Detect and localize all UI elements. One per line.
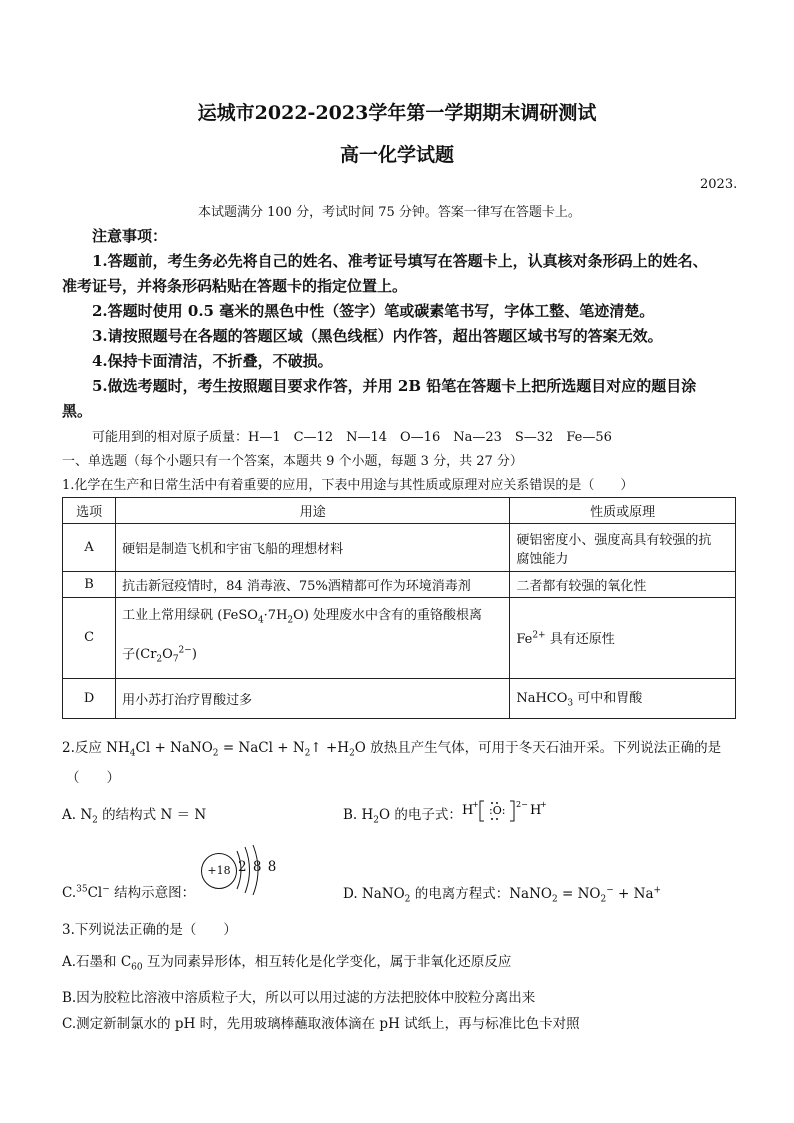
q2-option-b-text-2: O 的电子式： [379,807,462,823]
svg-text::O:: :O: [489,804,506,817]
q3-option-c: C.测定新制氯水的 pH 时，先用玻璃棒蘸取液体滴在 pH 试纸上，再与标准比色卡对照 [62,1016,580,1032]
row-b-option: B [63,572,116,598]
svg-text:H: H [462,803,474,818]
exam-title: 运城市2022-2023学年第一学期期末调研测试 [197,102,597,124]
row-c-use-text-3: O) 处理废水中含有的重铬酸根离 [293,608,483,623]
q2-stem-text-5: O 放热且产生气体，可用于冬天石油开采。下列说法正确的是 [354,740,722,756]
q2-option-a-text-1: A. N [62,807,93,823]
q2-stem-text-1: 2.反应 NH [62,740,130,756]
q2-option-d: D. NaNO$_2$ 的电离方程式：NaNO$_2$ = $NO_2^- + Na^+$ [343,885,662,905]
q2-option-c-text-1: C. [62,885,77,901]
q2-option-c-text-2: 结构示意图： [109,885,196,901]
table-header-use: 用途 [116,498,510,524]
q3-option-a-text-2: 互为同素异形体，相互转化是化学变化，属于非氧化还原反应 [142,954,512,970]
table-row-a [63,524,736,572]
row-b-property: 二者都有较强的氧化性 [510,572,736,598]
row-d-property-formula: NaHCO [516,691,568,707]
q3-option-a-subscript: 60 [131,962,143,973]
q2-stem-text-3: = NaCl + N [218,740,305,756]
question-1-table [62,497,736,719]
q2-option-d-eq-3: + Na [613,886,654,902]
row-b-use: 抗击新冠疫情时，84 消毒液、75%酒精都可作为环境消毒剂 [116,572,510,598]
svg-text:+: + [540,800,547,809]
q2-option-c: C.$^{35}$Cl− 结构示意图： [62,884,196,901]
row-c-property [510,598,736,679]
question-1-stem: 1.化学在生产和日常生活中有着重要的应用，下表中用途与其性质或原理对应关系错误的是（ ） [62,478,634,493]
q2-option-c-mass: 35 [76,884,88,895]
notice-item-4: 4.保持卡面清洁，不折叠，不破损。 [92,352,333,370]
row-a-property-line-1: 硬铝密度小、强度高具有较强的抗 [516,532,712,548]
table-row-c [63,598,736,679]
row-c-property-charge: 2+ [532,630,546,641]
row-a-use: 硬铝是制造飞机和宇宙飞船的理想材料 [116,524,510,572]
q2-option-b: B. $H_2O$ 的电子式： [343,807,462,826]
exam-subtitle: 高一化学试题 [339,144,454,166]
notice-item-1-line-2: 准考证号，并将条形码粘贴在答题卡的指定位置上。 [62,277,408,295]
q2-option-c-element: Cl [87,885,103,901]
table-header-option: 选项 [63,498,116,524]
row-d-use: 用小苏打治疗胃酸过多 [116,678,510,718]
notice-heading: 注意事项： [92,227,168,245]
svg-text:+: + [472,800,479,809]
q3-option-a-text-1: A.石墨和 C [62,954,132,970]
q2-option-d-eq-2: = NO [557,886,601,902]
atom-nucleus: +18 [201,853,237,889]
row-d-property-text: 可中和胃酸 [573,691,643,707]
q2-option-d-text-2: 的电离方程式： [410,886,510,902]
row-c-option: C [63,598,116,679]
q2-stem-text-4: ↑ +H [310,740,350,756]
atomic-masses: 可能用到的相对原子质量：H—1 C—12 N—14 O—16 Na—23 S—32 Fe—56 [92,430,612,445]
table-header-row [63,498,736,524]
row-d-property: NaHCO$_3$ 可中和胃酸 [510,678,736,718]
q3-option-a [62,950,511,973]
notice-item-5-line-1: 5.做选考题时，考生按照题目要求作答，并用 2B 铅笔在答题卡上把所选题目对应的题目涂 [92,377,697,395]
row-c-property-ion: Fe [516,632,533,648]
q2-option-d-eq-1: NaNO [509,886,552,902]
question-2-stem: 2.反应 $NH_4Cl$ + NaNO$_2$ = NaCl + $N_2↑ +H_2O$ 放热且产生气体，可用于冬天石油开采。下列说法正确的是 [62,740,722,759]
row-c-use-text-1: 工业上常用绿矾 (FeSO [122,608,258,623]
water-electron-formula [462,795,562,825]
row-a-property-line-2: 腐蚀能力 [516,551,569,567]
row-a-property [510,524,736,572]
notice-item-5-line-2: 黑。 [62,402,93,420]
svg-text:2−: 2− [516,800,528,809]
exam-intro: 本试题满分 100 分，考试时间 75 分钟。答案一律写在答题卡上。 [198,205,581,220]
row-c-use-text-2: ·7H [263,608,288,623]
svg-text:H: H [530,803,542,818]
table-row-d [63,678,736,718]
exam-year: 2023. [700,177,738,192]
question-2-paren: （ ） [66,770,120,786]
row-c-property-text: 具有还原性 [545,632,615,648]
row-a-option: A [63,524,116,572]
dichromate-formula: $(Cr_2O_7^{2-})$ [135,645,197,665]
q2-option-b-text-1: B. H [343,807,374,823]
row-c-use-line-2: 子 [122,646,136,662]
notice-item-2: 2.答题时使用 0.5 毫米的黑色中性（签字）笔或碳素笔书写，字体工整、笔迹清楚。 [92,302,655,320]
row-d-option: D [63,678,116,718]
table-row-b [63,572,736,598]
q2-stem-text-2: Cl + NaNO [135,740,213,756]
section-1-heading: 一、单选题（每个小题只有一个答案，本题共 9 个小题，每题 3 分，共 27 分） [62,454,523,469]
table-header-property: 性质或原理 [510,498,736,524]
question-3-stem: 3.下列说法正确的是（ ） [62,922,237,938]
electron-shell-counts: 2 8 8 [238,859,278,875]
q3-option-b: B.因为胶粒比溶液中溶质粒子大，所以可以用过滤的方法把胶体中胶粒分离出来 [62,990,536,1006]
q2-option-a: A. $N_2$ 的结构式 N ＝ N [62,807,207,826]
row-c-use: 工业上常用绿矾 $(FeSO_4\cdot 7H_2O)$ 处理废水中含有的重铬酸根离 子$(Cr_2O_7^{2-})$ [116,598,510,679]
q2-option-a-text-2: 的结构式 N ＝ N [97,807,207,823]
notice-item-3: 3.请按照题号在各题的答题区域（黑色线框）内作答，超出答题区域书写的答案无效。 [92,327,663,345]
q2-option-d-text-1: D. NaNO [343,886,405,902]
notice-item-1-line-1: 1.答题前，考生务必先将自己的姓名、准考证号填写在答题卡上，认真核对条形码上的姓名、 [92,252,708,270]
